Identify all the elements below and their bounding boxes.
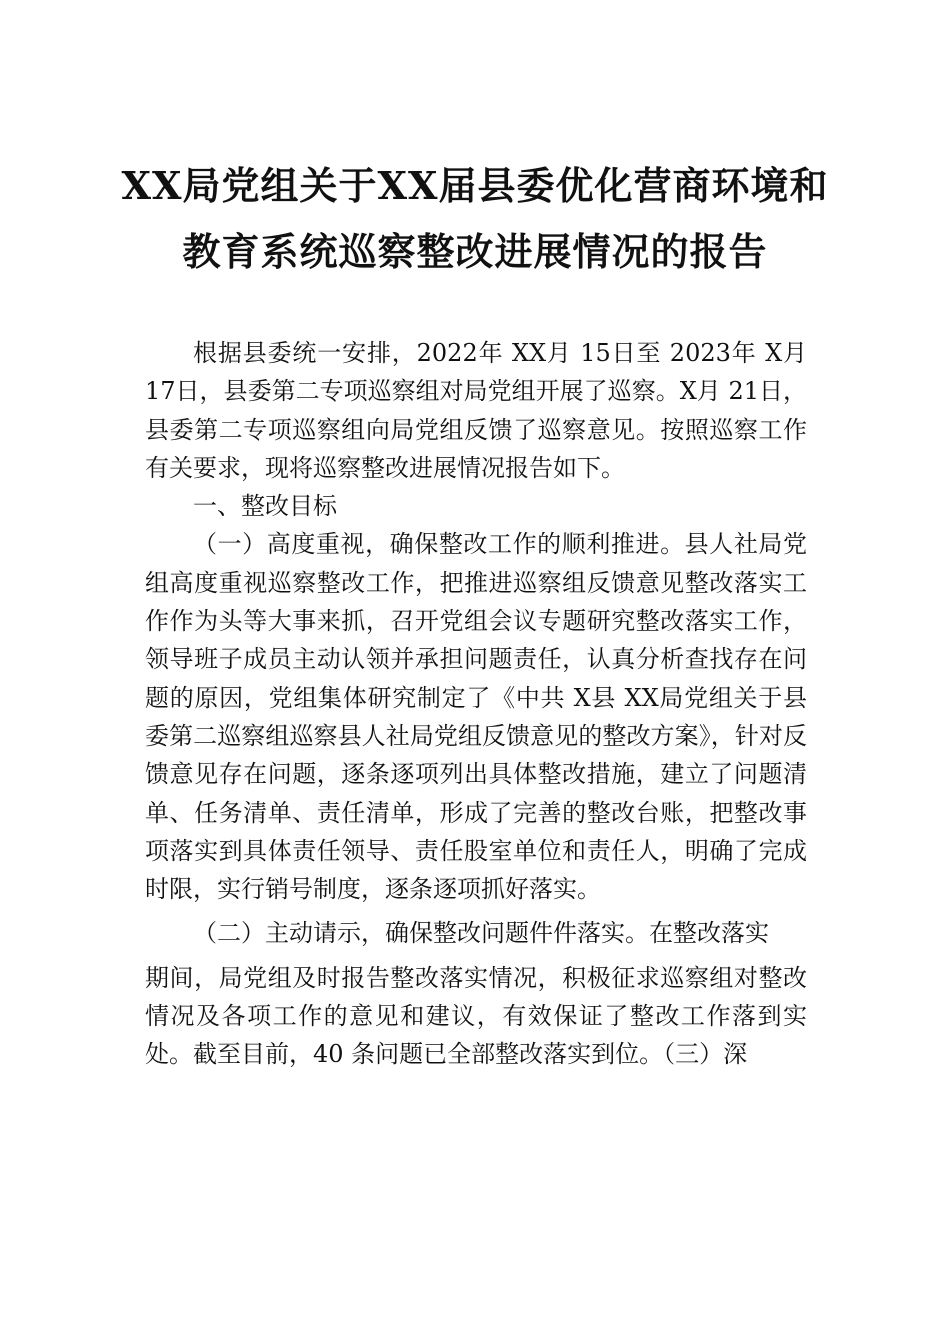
paragraph-item-2-continued: 期间，局党组及时报告整改落实情况，积极征求巡察组对整改情况及各项工作的意见和建议，有效保证了整改工作落到实处。截至目前，40 条问题已全部整改落实到位。（三）深 [145, 963, 807, 1069]
paragraph-item-1: （一）高度重视，确保整改工作的顺利推进。县人社局党组高度重视巡察整改工作，把推进巡察组反馈意见整改落实工作作为头等大事来抓，召开党组会议专题研究整改落实工作，领导班子成员主动认领并承担问题责任，认真分析查找存在问题的原因，党组集体研究制定了《中共 X县 XX局党组关于县委第二巡察组巡察县人社局党组反馈意见的整改方案》，针对反馈意见存在问题，逐条逐项列出具体整改措施，建立了问题清单、任务清单、责任清单，形成了完善的整改台账，把整改事项落实到具体责任领导、责任股室单位和责任人，明确了完成时限，实行销号制度，逐条逐项抓好落实。 [145, 530, 807, 904]
document-title-line-2: 教育系统巡察整改进展情况的报告 [182, 229, 768, 274]
document-title-line-1: XX局党组关于XX届县委优化营商环境和 [121, 163, 829, 208]
section-heading-goals: 一、整改目标 [193, 492, 337, 521]
paragraph-item-2-first-line: （二）主动请示，确保整改问题件件落实。在整改落实 [193, 919, 769, 948]
paragraph-intro: 根据县委统一安排，2022年 XX月 15日至 2023年 X月 17日，县委第二专项巡察组对局党组开展了巡察。X月 21日，县委第二专项巡察组向局党组反馈了巡察意见。按照巡察工作有关要求，现将巡察整改进展情况报告如下。 [145, 339, 807, 482]
document-body [145, 334, 807, 1074]
